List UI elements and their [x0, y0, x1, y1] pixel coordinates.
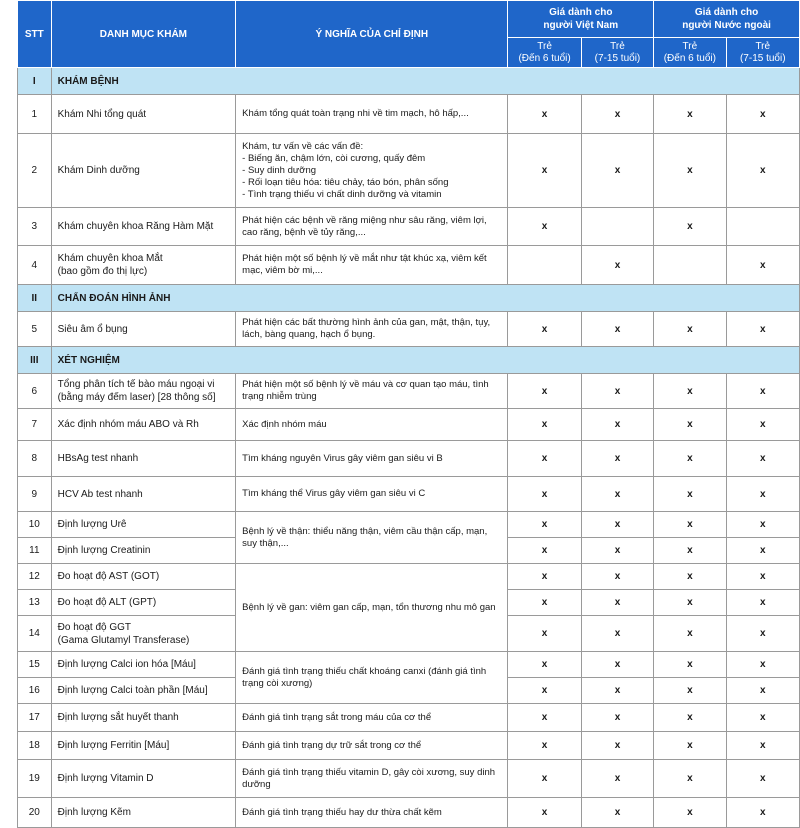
mark-cell: x	[508, 512, 581, 538]
desc-line: Khám, tư vấn về các vấn đề:	[242, 140, 364, 152]
section-title: KHÁM BỆNH	[51, 68, 799, 95]
mark-cell: x	[654, 616, 726, 652]
name-line: Đo hoạt độ GGT	[57, 621, 132, 633]
row-name	[51, 616, 236, 652]
mark-cell: x	[726, 704, 799, 732]
row-stt: 2	[18, 134, 52, 208]
mark-cell: x	[654, 798, 726, 828]
row-stt: 9	[18, 477, 52, 512]
table-row	[18, 760, 800, 798]
table-row	[18, 312, 800, 347]
mark-cell: x	[581, 798, 653, 828]
row-name: Khám chuyên khoa Răng Hàm Mặt	[51, 208, 236, 246]
row-name: Đo hoạt độ AST (GOT)	[51, 564, 236, 590]
row-desc: Khám tổng quát toàn trạng nhi về tim mạch, hô hấp,...	[236, 95, 508, 134]
desc-line: - Biếng ăn, chậm lớn, còi cương, quấy đêm	[242, 152, 426, 164]
row-name: Siêu âm ổ bụng	[51, 312, 236, 347]
mark-cell: x	[508, 732, 581, 760]
mark-cell: x	[581, 652, 653, 678]
table-row	[18, 564, 800, 590]
mark-cell: x	[654, 477, 726, 512]
row-name: Định lượng Creatinin	[51, 538, 236, 564]
row-desc: Phát hiện một số bệnh lý về mắt như tật khúc xạ, viêm kết mạc, viêm bờ mi,...	[236, 246, 508, 285]
mark-cell: x	[654, 409, 726, 441]
name-line: (Gama Glutamyl Transferase)	[57, 634, 190, 646]
mark-cell: x	[581, 441, 653, 477]
mark-cell: x	[654, 564, 726, 590]
mark-cell: x	[581, 134, 653, 208]
mark-cell: x	[726, 512, 799, 538]
row-stt: 12	[18, 564, 52, 590]
table-row	[18, 704, 800, 732]
col-label: Trẻ	[610, 40, 625, 52]
row-name: Định lượng Vitamin D	[51, 760, 236, 798]
mark-cell: x	[581, 760, 653, 798]
row-stt: 3	[18, 208, 52, 246]
mark-cell: x	[508, 409, 581, 441]
mark-cell: x	[654, 312, 726, 347]
mark-cell: x	[726, 652, 799, 678]
mark-cell: x	[654, 652, 726, 678]
mark-cell: x	[508, 760, 581, 798]
table-row	[18, 512, 800, 538]
row-desc	[236, 134, 508, 208]
row-name: HBsAg test nhanh	[51, 441, 236, 477]
mark-cell: x	[581, 477, 653, 512]
row-stt: 8	[18, 441, 52, 477]
table-row	[18, 246, 800, 285]
mark-cell: x	[726, 95, 799, 134]
header-vn-group	[508, 1, 654, 38]
mark-cell: x	[581, 538, 653, 564]
col-label: Trẻ	[755, 40, 771, 52]
col-label: Trẻ	[682, 40, 698, 52]
mark-cell: x	[654, 760, 726, 798]
table-row	[18, 798, 800, 828]
row-stt: 13	[18, 590, 52, 616]
row-name: HCV Ab test nhanh	[51, 477, 236, 512]
col-label: Trẻ	[537, 40, 552, 52]
row-desc: Đánh giá tình trạng sắt trong máu của cơ thể	[236, 704, 508, 732]
section-numeral: II	[18, 285, 52, 312]
row-stt: 1	[18, 95, 52, 134]
row-stt: 14	[18, 616, 52, 652]
table-row	[18, 95, 800, 134]
col-label: (7-15 tuổi)	[739, 52, 786, 64]
row-stt: 7	[18, 409, 52, 441]
row-name: Xác định nhóm máu ABO và Rh	[51, 409, 236, 441]
desc-line: - Tình trạng thiếu vi chất dinh dưỡng và vitamin	[242, 188, 442, 200]
mark-cell: x	[654, 538, 726, 564]
row-stt: 19	[18, 760, 52, 798]
mark-cell: x	[508, 312, 581, 347]
row-name: Định lượng Calci ion hóa [Máu]	[51, 652, 236, 678]
row-stt: 17	[18, 704, 52, 732]
row-desc: Phát hiện các bất thường hình ảnh của gan, mật, thận, tụy, lách, bàng quang, hạch ổ bụng.	[236, 312, 508, 347]
mark-cell: x	[726, 477, 799, 512]
mark-cell: x	[508, 564, 581, 590]
row-name: Định lượng sắt huyết thanh	[51, 704, 236, 732]
table-row	[18, 374, 800, 409]
row-stt: 11	[18, 538, 52, 564]
mark-cell: x	[654, 95, 726, 134]
mark-cell: x	[654, 208, 726, 246]
mark-cell	[581, 208, 653, 246]
header-stt: STT	[18, 1, 52, 68]
name-line: Tổng phân tích tế bào máu ngoại vi	[57, 379, 215, 390]
table-row	[18, 477, 800, 512]
mark-cell: x	[508, 704, 581, 732]
price-table	[17, 0, 800, 828]
row-name: Khám Nhi tổng quát	[51, 95, 236, 134]
row-name: Định lượng Calci toàn phần [Máu]	[51, 678, 236, 704]
mark-cell: x	[508, 208, 581, 246]
table-row	[18, 652, 800, 678]
mark-cell: x	[581, 732, 653, 760]
mark-cell: x	[654, 512, 726, 538]
row-stt: 20	[18, 798, 52, 828]
mark-cell	[654, 246, 726, 285]
section-numeral: I	[18, 68, 52, 95]
mark-cell: x	[726, 760, 799, 798]
mark-cell: x	[654, 134, 726, 208]
header-meaning: Ý NGHĨA CỦA CHỈ ĐỊNH	[236, 1, 508, 68]
section-row	[18, 285, 800, 312]
mark-cell: x	[581, 678, 653, 704]
name-line: Khám chuyên khoa Mắt	[57, 253, 163, 264]
row-stt: 15	[18, 652, 52, 678]
row-name: Định lượng Urê	[51, 512, 236, 538]
mark-cell: x	[581, 312, 653, 347]
desc-line: - Suy dinh dưỡng	[242, 164, 317, 176]
mark-cell: x	[726, 312, 799, 347]
section-row	[18, 347, 800, 374]
mark-cell: x	[726, 538, 799, 564]
row-stt: 4	[18, 246, 52, 285]
mark-cell	[726, 208, 799, 246]
mark-cell: x	[581, 564, 653, 590]
row-name: Định lượng Kẽm	[51, 798, 236, 828]
mark-cell	[508, 246, 581, 285]
row-desc: Xác định nhóm máu	[236, 409, 508, 441]
mark-cell: x	[654, 590, 726, 616]
mark-cell: x	[508, 616, 581, 652]
mark-cell: x	[581, 95, 653, 134]
mark-cell: x	[508, 441, 581, 477]
mark-cell: x	[508, 798, 581, 828]
row-desc: Đánh giá tình trạng dự trữ sắt trong cơ thể	[236, 732, 508, 760]
table-row	[18, 134, 800, 208]
row-name: Đo hoạt độ ALT (GPT)	[51, 590, 236, 616]
mark-cell: x	[726, 134, 799, 208]
col-label: (Đến 6 tuổi)	[663, 52, 716, 64]
header-category: DANH MỤC KHÁM	[51, 1, 236, 68]
section-title: CHẨN ĐOÁN HÌNH ẢNH	[51, 285, 799, 312]
mark-cell: x	[726, 441, 799, 477]
mark-cell: x	[726, 616, 799, 652]
mark-cell: x	[508, 652, 581, 678]
foreign-group-line2: người Nước ngoài	[682, 20, 771, 31]
mark-cell: x	[581, 512, 653, 538]
section-title: XÉT NGHIỆM	[51, 347, 799, 374]
row-stt: 18	[18, 732, 52, 760]
header-foreign-group	[654, 1, 800, 38]
mark-cell: x	[508, 134, 581, 208]
mark-cell: x	[581, 409, 653, 441]
table-row	[18, 441, 800, 477]
row-desc: Đánh giá tình trạng thiếu hay dư thừa chất kẽm	[236, 798, 508, 828]
header-foreign-young	[654, 38, 726, 68]
name-line: (bằng máy đếm laser) [28 thông số]	[57, 392, 216, 403]
row-name: Khám Dinh dưỡng	[51, 134, 236, 208]
mark-cell: x	[581, 616, 653, 652]
mark-cell: x	[654, 678, 726, 704]
desc-line: - Rối loạn tiêu hóa: tiêu chảy, táo bón, phân sống	[242, 176, 449, 188]
row-stt: 10	[18, 512, 52, 538]
mark-cell: x	[508, 678, 581, 704]
col-label: (7-15 tuổi)	[594, 52, 641, 64]
mark-cell: x	[508, 374, 581, 409]
col-label: (Đến 6 tuổi)	[518, 52, 571, 64]
mark-cell: x	[581, 246, 653, 285]
mark-cell: x	[508, 538, 581, 564]
row-desc: Đánh giá tình trạng thiếu chất khoáng canxi (đánh giá tình trạng còi xương)	[236, 652, 508, 704]
mark-cell: x	[726, 374, 799, 409]
name-line: (bao gồm đo thị lực)	[57, 266, 148, 277]
header-foreign-older	[726, 38, 799, 68]
mark-cell: x	[726, 798, 799, 828]
row-stt: 5	[18, 312, 52, 347]
mark-cell: x	[581, 590, 653, 616]
mark-cell: x	[726, 564, 799, 590]
mark-cell: x	[654, 441, 726, 477]
header-vn-young	[508, 38, 581, 68]
table-row	[18, 409, 800, 441]
row-desc: Phát hiện các bệnh về răng miệng như sâu răng, viêm lợi, cao răng, bệnh về tủy răng,...	[236, 208, 508, 246]
mark-cell: x	[726, 246, 799, 285]
mark-cell: x	[508, 95, 581, 134]
mark-cell: x	[654, 374, 726, 409]
foreign-group-line1: Giá dành cho	[694, 7, 759, 18]
mark-cell: x	[508, 477, 581, 512]
row-desc: Tìm kháng thể Virus gây viêm gan siêu vi C	[236, 477, 508, 512]
row-stt: 16	[18, 678, 52, 704]
row-stt: 6	[18, 374, 52, 409]
mark-cell: x	[581, 374, 653, 409]
row-desc: Bệnh lý về gan: viêm gan cấp, mạn, tổn thương nhu mô gan	[236, 564, 508, 652]
mark-cell: x	[654, 704, 726, 732]
row-desc: Bệnh lý về thận: thiểu năng thận, viêm cầu thận cấp, mạn, suy thận,...	[236, 512, 508, 564]
row-desc: Đánh giá tình trạng thiếu vitamin D, gây còi xương, suy dinh dưỡng	[236, 760, 508, 798]
row-name	[51, 374, 236, 409]
mark-cell: x	[508, 590, 581, 616]
table-row	[18, 732, 800, 760]
mark-cell: x	[726, 409, 799, 441]
mark-cell: x	[726, 678, 799, 704]
row-desc: Phát hiện một số bệnh lý về máu và cơ quan tạo máu, tình trạng nhiễm trùng	[236, 374, 508, 409]
row-name: Định lượng Ferritin [Máu]	[51, 732, 236, 760]
section-row	[18, 68, 800, 95]
vn-group-line2: người Việt Nam	[543, 20, 619, 31]
mark-cell: x	[726, 732, 799, 760]
section-numeral: III	[18, 347, 52, 374]
mark-cell: x	[726, 590, 799, 616]
row-desc: Tìm kháng nguyên Virus gây viêm gan siêu vi B	[236, 441, 508, 477]
row-name	[51, 246, 236, 285]
header-vn-older	[581, 38, 653, 68]
mark-cell: x	[581, 704, 653, 732]
mark-cell: x	[654, 732, 726, 760]
table-row	[18, 208, 800, 246]
vn-group-line1: Giá dành cho	[549, 7, 613, 18]
